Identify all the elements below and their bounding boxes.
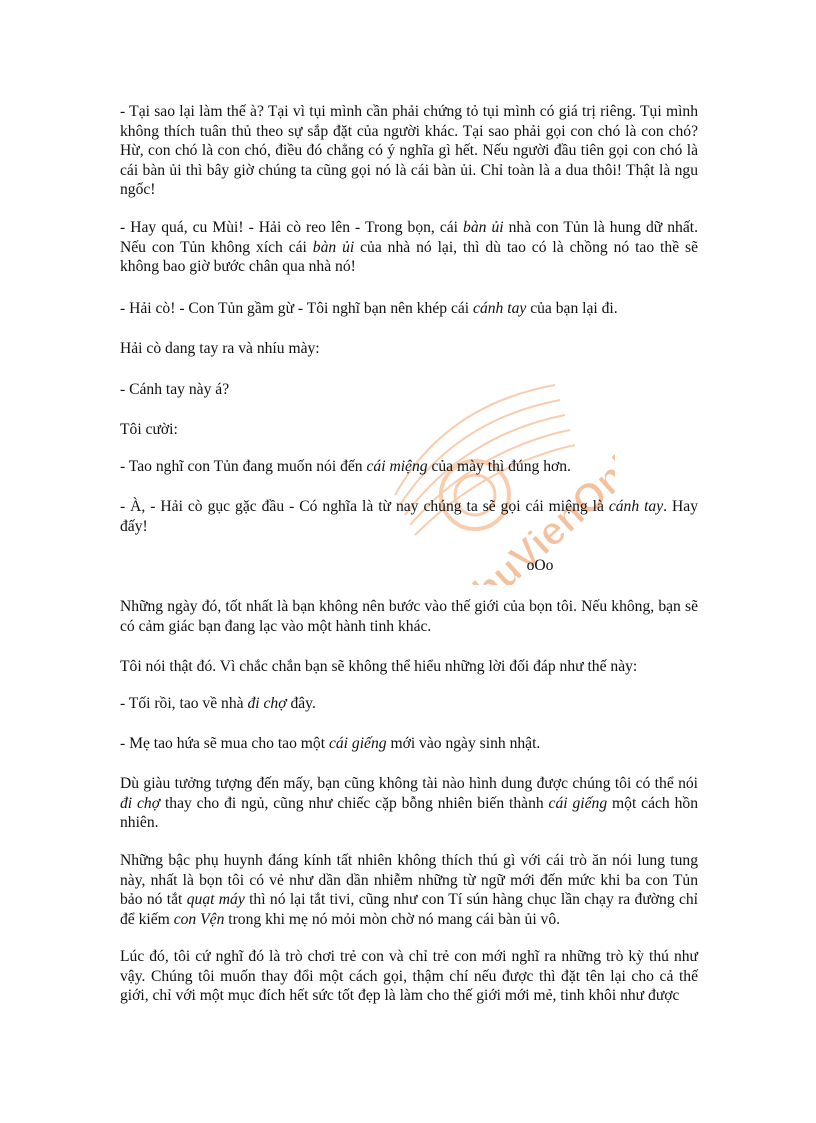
- paragraph-1: - Tại sao lại làm thế à? Tại vì tụi mình cần phải chứng tỏ tụi mình có giá trị riêng. Tụi mình không thích tuân thủ theo sự sắp đặt của người khác. Tại sao phải gọi con chó là con chó? Hừ, con chó là con chó, điều đó chẳng có ý nghĩa gì hết. Nếu người đầu tiên gọi con chó là cái bàn ủi thì bây giờ chúng ta cũng gọi nó là cái bàn ủi. Chỉ toàn là a dua thôi! Thật là ngu ngốc!: [120, 103, 698, 198]
- paragraph-7: - Tao nghĩ con Tủn đang muốn nói đến cái miệng của mày thì đúng hơn.: [120, 458, 571, 475]
- paragraph-2: - Hay quá, cu Mùi! - Hải cò reo lên - Trong bọn, cái bàn ủi nhà con Tủn là hung dữ nhất. Nếu con Tủn không xích cái bàn ủi của nhà nó lại, thì dù tao có là chồng nó tao thề sẽ không bao giờ bước chân qua nhà nó!: [120, 219, 699, 275]
- section-separator: oOo: [526, 557, 554, 574]
- paragraph-13: Dù giàu tưởng tượng đến mấy, bạn cũng không tài nào hình dung được chúng tôi có thể nói đi chợ thay cho đi ngủ, cũng như chiếc cặp bỗng nhiên biến thành cái giếng một cách hồn nhiên.: [120, 775, 699, 831]
- watermark-text: ThuVienOnline: [446, 408, 615, 585]
- paragraph-9: Những ngày đó, tốt nhất là bạn không nên bước vào thế giới của bọn tôi. Nếu không, bạn sẽ có cảm giác bạn đang lạc vào một hành tinh khác.: [120, 598, 698, 635]
- paragraph-12: - Mẹ tao hứa sẽ mua cho tao một cái giếng mới vào ngày sinh nhật.: [120, 735, 541, 752]
- paragraph-4: Hải cò dang tay ra và nhíu mày:: [120, 340, 320, 357]
- paragraph-11: - Tối rồi, tao về nhà đi chợ đây.: [120, 695, 316, 712]
- paragraph-6: Tôi cười:: [120, 421, 178, 438]
- paragraph-5: - Cánh tay này á?: [120, 381, 230, 398]
- paragraph-8: - À, - Hải cò gục gặc đầu - Có nghĩa là từ nay chúng ta sẽ gọi cái miệng là cánh tay. Hay đấy!: [120, 498, 698, 535]
- paragraph-3: - Hải cò! - Con Tủn gầm gừ - Tôi nghĩ bạn nên khép cái cánh tay của bạn lại đi.: [120, 300, 618, 317]
- paragraph-15: Lúc đó, tôi cứ nghĩ đó là trò chơi trẻ con và chỉ trẻ con mới nghĩ ra những trò kỳ thú như vậy. Chúng tôi muốn thay đổi một cách gọi, thậm chí nếu được thì đặt tên lại cho cả thế giới, chỉ với một mục đích hết sức tốt đẹp là làm cho thế giới mới mẻ, tinh khôi như được: [120, 948, 698, 1004]
- paragraph-10: Tôi nói thật đó. Vì chắc chắn bạn sẽ không thể hiểu những lời đối đáp như thế này:: [120, 658, 638, 675]
- paragraph-14: Những bậc phụ huynh đáng kính tất nhiên không thích thú gì với cái trò ăn nói lung tung này, nhất là bọn tôi có vẻ như dần dần nhiễm những từ ngữ mới đến mức khi ba con Tủn bảo nó tắt quạt máy thì nó lại tắt tivi, cũng như con Tí sún hàng chục lần chạy ra đường chỉ để kiếm con Vện trong khi mẹ nó mỏi mòn chờ nó mang cái bàn ủi vô.: [120, 852, 699, 928]
